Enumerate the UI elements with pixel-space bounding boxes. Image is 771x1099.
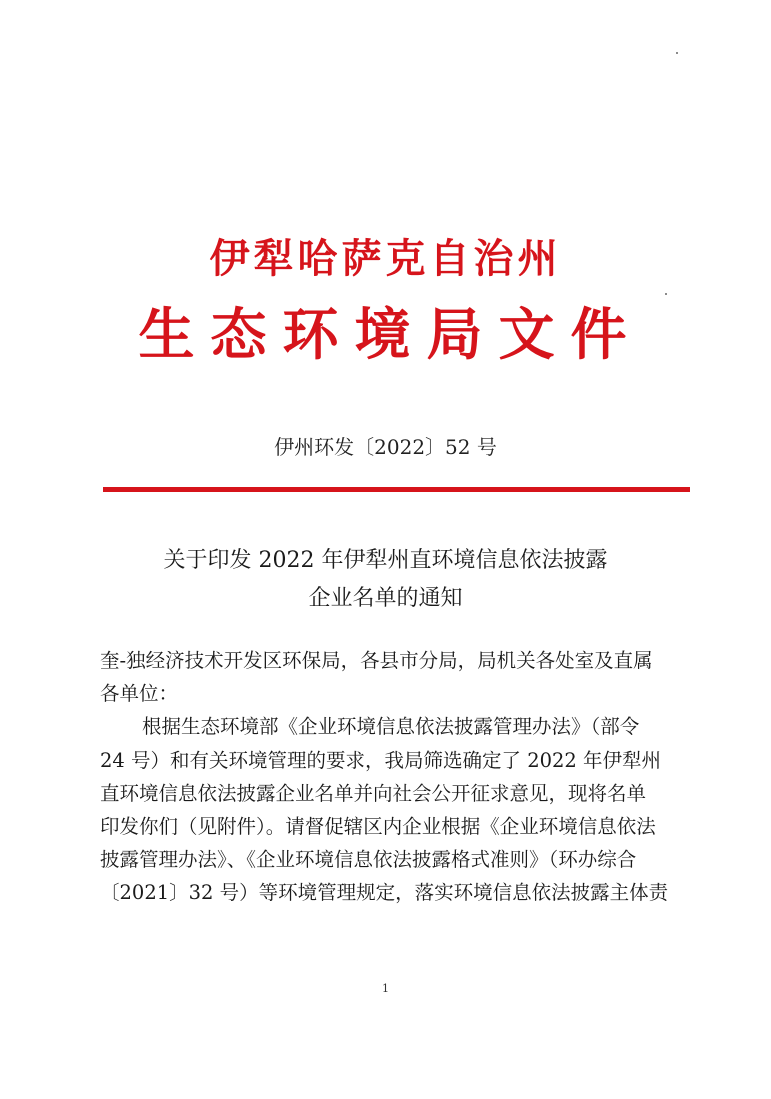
body-line: 24 号）和有关环境管理的要求，我局筛选确定了 2022 年伊犁州 [100, 748, 662, 772]
document-type-heading: 生态环境局文件 [138, 303, 643, 368]
scan-speck [665, 293, 667, 295]
body-line: 根据生态环境部《企业环境信息依法披露管理办法》（部令 [142, 715, 640, 739]
red-separator-line [103, 487, 690, 492]
body-line: 直环境信息依法披露企业名单并向社会公开征求意见，现将名单 [100, 781, 647, 805]
notice-title [0, 542, 771, 618]
addressee-line-2: 各单位： [100, 682, 179, 706]
page-number: 1 [382, 982, 389, 995]
notice-title-line-1: 关于印发 2022 年伊犁州直环境信息依法披露 [163, 548, 608, 573]
body-line: 披露管理办法》、《企业环境信息依法披露格式准则》（环办综合 [100, 848, 637, 872]
issuing-agency-name: 伊犁哈萨克自治州 [209, 236, 562, 282]
body-line: 〔2021〕32 号）等环境管理规定，落实环境信息依法披露主体责 [100, 881, 669, 905]
scan-speck [676, 52, 678, 54]
body-line: 印发你们（见附件）。请督促辖区内企业根据《企业环境信息依法 [100, 815, 656, 839]
notice-title-line-2: 企业名单的通知 [308, 586, 463, 611]
document-number: 伊州环发〔2022〕52 号 [274, 435, 497, 459]
document-body [100, 644, 692, 910]
addressee-line-1: 奎-独经济技术开发区环保局，各县市分局，局机关各处室及直属 [100, 649, 653, 672]
